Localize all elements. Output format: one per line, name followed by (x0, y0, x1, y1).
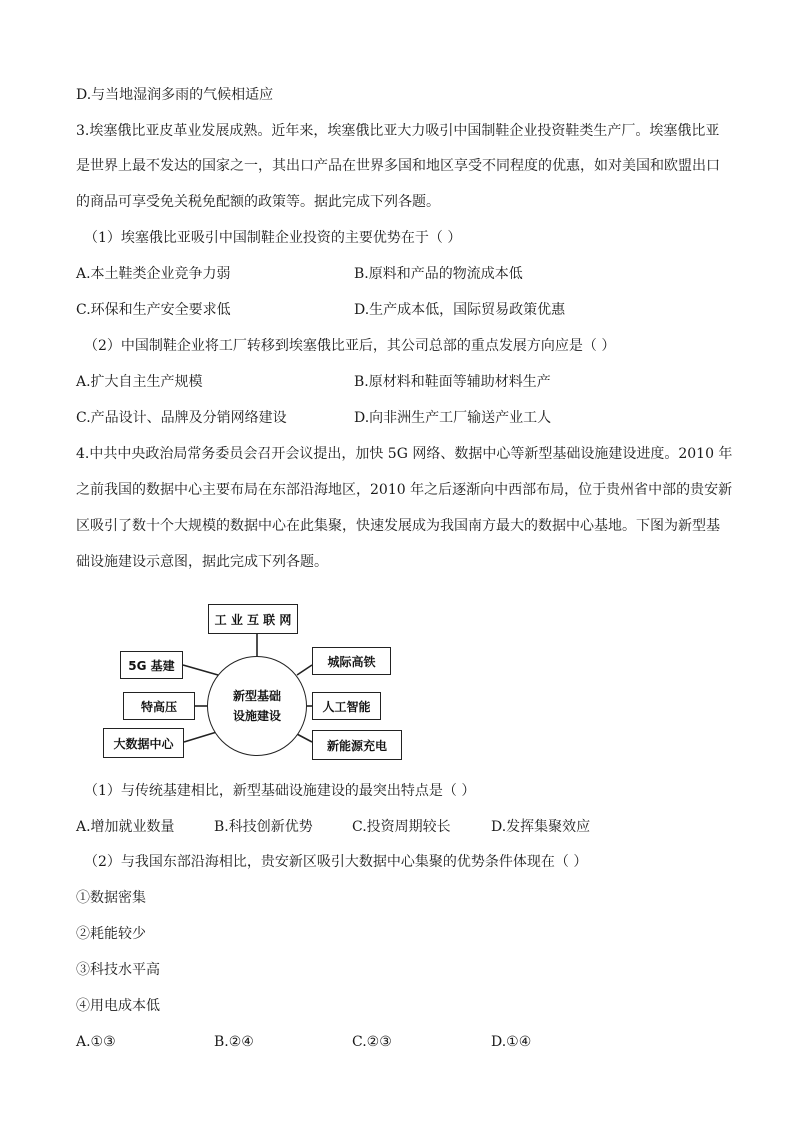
option-d: D.①④ (491, 1034, 532, 1050)
node-5g-infrastructure: 5G 基建 (120, 651, 183, 679)
statement-2: ②耗能较少 (76, 926, 146, 942)
node-uhv: 特高压 (123, 692, 195, 720)
option-a: A.扩大自主生产规模 (76, 374, 203, 390)
connector-5g (183, 665, 218, 675)
center-label-line-2: 设施建设 (232, 709, 281, 723)
option-b: B.原材料和鞋面等辅助材料生产 (354, 374, 551, 390)
option-d-previous: D.与当地湿润多雨的气候相适应 (76, 87, 274, 103)
question-3-stem-line-3: 的商品可享受免关税免配额的政策等。据此完成下列各题。 (76, 194, 440, 210)
statement-4: ④用电成本低 (76, 998, 160, 1014)
node-new-infrastructure-center (207, 656, 307, 756)
connector-intercity-rail (297, 665, 312, 675)
option-c: C.产品设计、品牌及分销网络建设 (76, 410, 287, 426)
question-3-1: （1）埃塞俄比亚吸引中国制鞋企业投资的主要优势在于（ ） (84, 230, 462, 246)
option-a: A.本土鞋类企业竞争力弱 (76, 266, 231, 282)
statement-3: ③科技水平高 (76, 962, 160, 978)
option-c: C.环保和生产安全要求低 (76, 302, 231, 318)
node-industrial-internet: 工 业 互 联 网 (208, 604, 298, 634)
question-3-2: （2）中国制鞋企业将工厂转移到埃塞俄比亚后，其公司总部的重点发展方向应是（ ） (84, 338, 616, 354)
option-c: C.②③ (352, 1034, 392, 1050)
option-d: D.向非洲生产工厂输送产业工人 (354, 410, 552, 426)
question-3-stem-line-2: 是世界上最不发达的国家之一，其出口产品在世界多国和地区享受不同程度的优惠，如对美国和欧盟出口 (76, 158, 720, 174)
option-d: D.发挥集聚效应 (491, 819, 591, 835)
option-b: B.原料和产品的物流成本低 (354, 266, 523, 282)
question-4-stem-line-3: 区吸引了数十个大规模的数据中心在此集聚，快速发展成为我国南方最大的数据中心基地。下图为新型基 (76, 518, 720, 534)
node-artificial-intelligence: 人工智能 (312, 692, 381, 720)
center-label-line-1: 新型基础 (232, 689, 281, 703)
option-b: B.②④ (214, 1034, 254, 1050)
question-4-2: （2）与我国东部沿海相比，贵安新区吸引大数据中心集聚的优势条件体现在（ ） (84, 854, 588, 870)
option-b: B.科技创新优势 (214, 819, 313, 835)
option-c: C.投资周期较长 (352, 819, 451, 835)
option-a: A.①③ (76, 1034, 116, 1050)
node-ev-charging: 新能源充电 (312, 730, 402, 760)
node-intercity-rail: 城际高铁 (312, 647, 391, 675)
option-d: D.生产成本低，国际贸易政策优惠 (354, 302, 566, 318)
question-4-stem-line-4: 础设施建设示意图，据此完成下列各题。 (76, 554, 328, 570)
option-a: A.增加就业数量 (76, 819, 175, 835)
question-3-stem-line-1: 3.埃塞俄比亚皮革业发展成熟。近年来，埃塞俄比亚大力吸引中国制鞋企业投资鞋类生产厂。埃塞俄比亚 (76, 123, 720, 139)
node-big-data-center: 大数据中心 (103, 728, 184, 758)
question-4-stem-line-1: 4.中共中央政治局常务委员会召开会议提出，加快 5G 网络、数据中心等新型基础设施建设进度。2010 年 (76, 446, 733, 462)
statement-1: ①数据密集 (76, 890, 146, 906)
question-4-1: （1）与传统基建相比，新型基础设施建设的最突出特点是（ ） (84, 783, 476, 799)
question-4-stem-line-2: 之前我国的数据中心主要布局在东部沿海地区，2010 年之后逐渐向中西部布局，位于贵州省中部的贵安新 (76, 482, 733, 498)
